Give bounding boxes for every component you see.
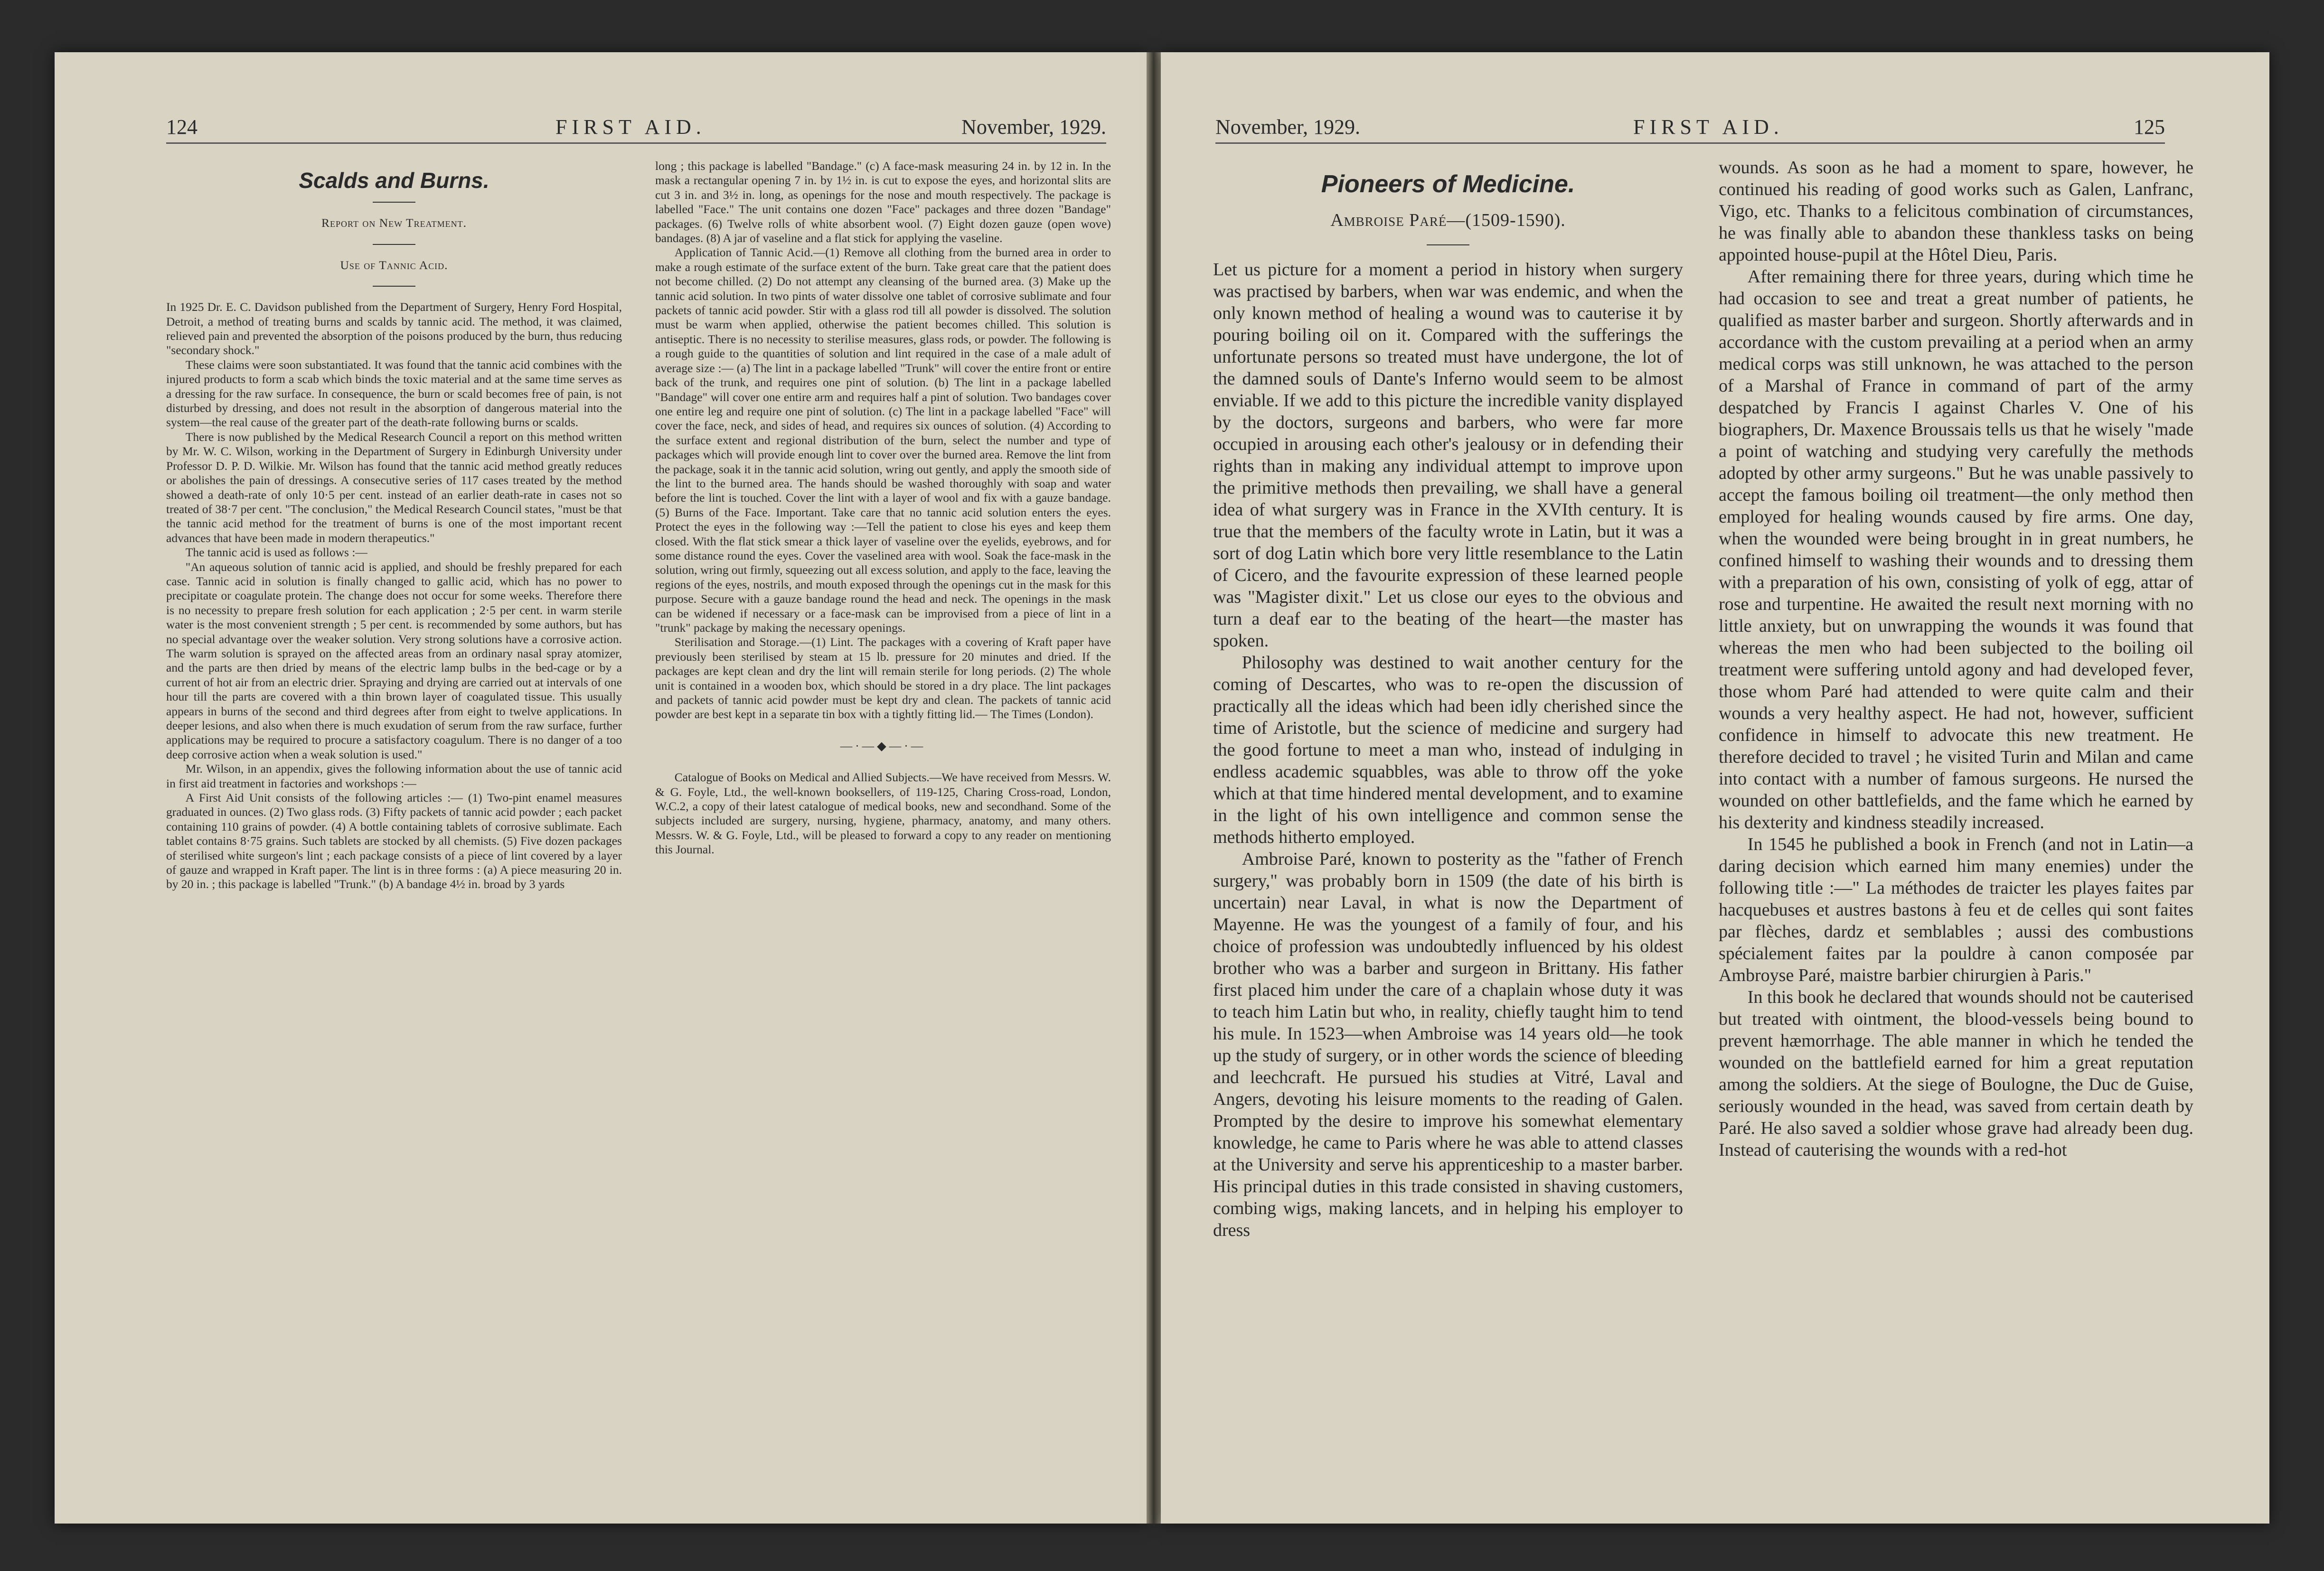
paragraph: These claims were soon substantiated. It was found that the tannic acid combines with the injured products to form a scab which binds the toxic material and at the same time serves as a dressing for the raw surface. In consequence, the burn or scald becomes free of pain, is not disturbed by dressing, and does not result in the absorption of dangerous material into the system—the real cause of the greater part of the death-rate following burns or scalds. — [166, 357, 622, 430]
issue-date: November, 1929. — [961, 115, 1106, 139]
divider — [373, 286, 415, 287]
paragraph: long ; this package is labelled "Bandage." (c) A face-mask measuring 24 in. by 12 in. In the mask a rectangular opening 7 in. by 1½ in. is cut to expose the eyes, and horizontal slits are cut 3 in. and 3½ in. long, as openings for the nose and mouth respectively. The package is labelled "Face." The unit contains one dozen "Face" packages and three dozen "Bandage" packages. (6) Twelve rolls of white absorbent wool. (7) Eight dozen gauze (open wove) bandages. (8) A jar of vaseline and a flat stick for applying the vaseline. — [655, 159, 1111, 245]
paragraph: Mr. Wilson, in an appendix, gives the following information about the use of tannic acid in first aid treatment in factories and workshops :— — [166, 762, 622, 790]
paragraph: After remaining there for three years, during which time he had occasion to see and treat a great number of patients, he qualified as master barber and surgeon. Shortly afterwards and in accordance with the custom prevailing at a period when an army medical corps was still unknown, he was attached to the person of a Marshal of France in command of part of the army despatched by Francis I against Charles V. One of his biographers, Dr. Maxence Broussais tells us that he wisely "made a point of watching and studying very carefully the methods adopted by other army surgeons." But he was unable passively to accept the famous boiling oil treatment—the only method then employed for healing wounds caused by fire arms. One day, when the wounded were being brought in in great numbers, he confined himself to washing their wounds and to dressing them with a preparation of his own, consisting of yolk of egg, attar of rose and turpentine. He awaited the result next morning with no little anxiety, but on unwrapping the wounds it was found that whereas the men who had been subjected to the boiling oil treatment were suffering untold agony and had developed fever, those whom Paré had attended to were quite calm and their wounds a very healthy aspect. He had not, however, sufficient confidence in himself to advocate this new treatment. He therefore decided to travel ; he visited Turin and Milan and came into contact with a number of famous surgeons. He nursed the wounded on other battlefields, and the fame which he earned by his dexterity and kindness steadily increased. — [1719, 267, 2193, 832]
paragraph: Catalogue of Books on Medical and Allied Subjects.—We have received from Messrs. W. & G. Foyle, Ltd., the well-known booksellers, of 119-125, Charing Cross-road, London, W.C.2, a copy of their latest catalogue of medical books, new and secondhand. Some of the subjects included are surgery, nursing, hygiene, pharmacy, anatomy, and many others. Messrs. W. & G. Foyle, Ltd., will be pleased to forward a copy to any reader on mentioning this Journal. — [655, 770, 1111, 857]
section-ornament: —·—◆—·— — [840, 739, 926, 753]
article-title: Pioneers of Medicine. — [1321, 170, 1575, 198]
journal-name: FIRST AID. — [1633, 115, 1784, 139]
article-subhead: Report on New Treatment. — [321, 216, 467, 230]
paragraph: Sterilisation and Storage.—(1) Lint. The packages with a covering of Kraft paper have previously been sterilised by steam at 15 lb. pressure for 20 minutes and dried. If the packages are kept clean and dry the lint will remain sterile for long periods. (2) The whole unit is contained in a wooden box, which should be stored in a dry place. The lint packages and packets of tannic acid powder must be kept dry and clean. The packets of tannic acid powder are best kept in a separate tin box with a tightly fitting lid.— The Times (London). — [655, 635, 1111, 721]
article-subhead: Ambroise Paré—(1509-1590). — [1330, 210, 1566, 230]
divider — [373, 244, 415, 245]
paragraph: In 1545 he published a book in French (and not in Latin—a daring decision which earned him many enemies) under the following title :—" La méthodes de traicter les playes faites par hacquebuses et austres bastons à feu et de celles qui sont faites par flèches, dardz et semblables ; aussi des combustions spécialement faites par la pouldre à canon composée par Ambroyse Paré, maistre barbier chirurgien à Paris." — [1719, 834, 2193, 985]
right-page — [1161, 52, 2269, 1524]
paragraph: A First Aid Unit consists of the following articles :— (1) Two-pint enamel measures graduated in ounces. (2) Two glass rods. (3) Fifty packets of tannic acid powder ; each packet containing 110 grains of powder. (4) A bottle containing tablets of corrosive sublimate. Each tablet contains 8·75 grains. Such tablets are stocked by all chemists. (5) Five dozen packages of sterilised white surgeon's lint ; each package consists of a piece of lint covered by a layer of gauze and wrapped in Kraft paper. The lint is in three forms : (a) A piece measuring 20 in. by 20 in. ; this package is labelled "Trunk." (b) A bandage 4½ in. broad by 3 yards — [166, 791, 622, 891]
page-number: 125 — [2134, 115, 2165, 139]
paragraph: wounds. As soon as he had a moment to spare, however, he continued his reading of good works such as Galen, Lanfranc, Vigo, etc. Thanks to a felicitous combination of circumstances, he was finally able to abandon these thankless tasks on being appointed house-pupil at the Hôtel Dieu, Paris. — [1719, 158, 2193, 265]
left-running-header — [166, 109, 1106, 144]
divider — [1427, 244, 1469, 245]
paragraph: In this book he declared that wounds should not be cauterised but treated with ointment, the blood-vessels being bound to prevent hæmorrhage. The able manner in which he tended the wounded on the battlefield earned for him a great reputation among the soldiers. At the siege of Boulogne, the Duc de Guise, seriously wounded in the head, was saved from certain death by Paré. He also saved a soldier whose grave had already been dug. Instead of cauterising the wounds with a red-hot — [1719, 987, 2193, 1160]
article-title: Scalds and Burns. — [299, 168, 489, 193]
left-column-1 — [166, 164, 622, 1495]
divider — [373, 202, 415, 203]
article-subhead: Use of Tannic Acid. — [340, 258, 448, 272]
left-column-2 — [655, 159, 1111, 1495]
paragraph: The tannic acid is used as follows :— — [185, 545, 367, 560]
page-number: 124 — [166, 115, 198, 139]
book-gutter — [1147, 52, 1161, 1524]
paragraph: There is now published by the Medical Research Council a report on this method written by Mr. W. C. Wilson, working in the Department of Surgery in Edinburgh University under Professor D. P. D. Wilkie. Mr. Wilson has found that the tannic acid method greatly reduces or abolishes the pain of dressings. A consecutive series of 117 cases treated by the method showed a death-rate of only 10·5 per cent. instead of an earlier death-rate in cases not so treated of 38·7 per cent. "The conclusion," the Medical Research Council states, "must be that the tannic acid method for the treatment of burns is one of the most important recent advances that have been made in modern therapeutics." — [166, 430, 622, 545]
paragraph: Application of Tannic Acid.—(1) Remove all clothing from the burned area in order to make a rough estimate of the surface extent of the burn. Take great care that the patient does not become chilled. (2) Do not attempt any cleansing of the burned area. (3) Make up the tannic acid solution. In two pints of water dissolve one tablet of corrosive sublimate and four packets of tannic acid powder. Stir with a glass rod till all powder is dissolved. The solution must be warm when applied, otherwise the patient becomes chilled. This solution is antiseptic. There is no necessity to sterilise measures, glass rods, or powder. The following is a rough guide to the quantities of solution and lint required in the case of a male adult of average size :— (a) The lint in a package labelled "Trunk" will cover the entire front or entire back of the trunk, and requires one pint of solution. (b) The lint in a package labelled "Bandage" will cover one entire arm and requires half a pint of solution. Two bandages cover one entire leg and require one pint of solution. (c) The lint in a package labelled "Face" will cover the face, neck, and sides of head, and requires six ounces of solution. (4) According to the surface extent and regional distribution of the burn, select the number and type of packages which will provide enough lint to cover over the burned area. Remove the lint from the package, soak it in the tannic acid solution, wring out gently, and apply the smooth side of the lint to the burned area. The hands should be washed thoroughly with soap and water before the lint is touched. Cover the lint with a layer of wool and fix with a gauze bandage. (5) Burns of the Face. Important. Take care that no tannic acid solution enters the eyes. Protect the eyes in the following way :—Tell the patient to close his eyes and keep them closed. With the flat stick smear a thick layer of vaseline over the eyelids, eyebrows, and for some distance round the eyes. Cover the vaselined area with wool. Soak the face-mask in the solution, wring out firmly, squeezing out all excess solution, and apply to the face, leaving the regions of the eyes, nostrils, and mouth exposed through the openings cut in the mask for this purpose. Secure with a gauze bandage round the head and neck. The openings in the mask can be widened if necessary or a face-mask can be improvised from a piece of lint in a "trunk" package by making the necessary openings. — [655, 245, 1111, 635]
paragraph: Ambroise Paré, known to posterity as the "father of French surgery," was probably born in 1509 (the date of his birth is uncertain) near Laval, in what is now the Department of Mayenne. He was the youngest of a family of four, and his choice of profession was undoubtedly influenced by his oldest brother who was a barber and surgeon in Brittany. His father first placed him under the care of a chaplain whose duty it was to teach him Latin but who, in reality, chiefly taught him to tend his mule. In 1523—when Ambroise was 14 years old—he took up the study of surgery, or in other words the science of bleeding and leechcraft. He pursued his studies at Vitré, Laval and Angers, devoting his leisure moments to the reading of Galen. Prompted by the desire to improve his somewhat elementary knowledge, he came to Paris where he was able to attend classes at the University and serve his apprenticeship to a master barber. His principal duties in this trade consisted in shaving customers, combing wigs, making lancets, and in helping his employer to dress — [1213, 849, 1683, 1240]
right-column-2 — [1719, 157, 2193, 1495]
left-page — [55, 52, 1147, 1524]
right-running-header — [1215, 109, 2165, 144]
paragraph: "An aqueous solution of tannic acid is applied, and should be freshly prepared for each case. Tannic acid in solution is finally changed to gallic acid, which has no power to precipitate or coagulate protein. The change does not occur for some weeks. Therefore there is no necessity to prepare fresh solution for each application ; 2·5 per cent. in warm sterile water is the most convenient strength ; 5 per cent. is recommended by some authors, but has no special advantage over the weaker solution. Very strong solutions have a corrosive action. The warm solution is sprayed on the affected areas from an ordinary nasal spray atomizer, and the parts are then dried by means of the electric lamp bulbs in the bed-cage or by a current of hot air from an electric drier. Spraying and drying are carried out at intervals of one hour till the parts are covered with a thin brown layer of coagulated tissue. This usually appears in burns of the second and third degrees after from eight to twelve applications. In deeper lesions, and also when there is much exudation of serum from the raw surface, further applications may be required to procure a satisfactory coagulum. There is no danger of a too deep corrosive action when a weak solution is used." — [166, 560, 622, 761]
paragraph: Let us picture for a moment a period in history when surgery was practised by barbers, when war was endemic, and when the only known method of healing a wound was to cauterise it by pouring boiling oil on it. Compared with the sufferings the unfortunate persons so treated must have undergone, the lot of the damned souls of Dante's Inferno would seem to be almost enviable. If we add to this picture the incredible vanity displayed by the doctors, surgeons and barbers, who were far more occupied in arousing each other's jealousy or in defending their rights than in making any individual attempt to improve upon the primitive methods then prevailing, we shall have a general idea of what surgery was in France in the XVIth century. It is true that the members of the faculty wrote in Latin, but it was a sort of dog Latin which bore very little resemblance to the Latin of Cicero, and the favourite expression of these learned people was "Magister dixit." Let us close our eyes to the obvious and turn a deaf ear to the beating of the heart—the master has spoken. — [1213, 260, 1683, 651]
right-column-1 — [1213, 164, 1683, 1495]
paragraph: Philosophy was destined to wait another century for the coming of Descartes, who was to re-open the discussion of practically all the ideas which had been idly cherished since the time of Aristotle, but the science of medicine and surgery had the good fortune to meet a man who, instead of indulging in endless academic squabbles, was able to throw off the yoke which at that time hindered mental development, and to examine in the light of his own intelligence and common sense the methods hitherto employed. — [1213, 653, 1683, 847]
paragraph: In 1925 Dr. E. C. Davidson published from the Department of Surgery, Henry Ford Hospital, Detroit, a method of treating burns and scalds by tannic acid. The method, it was claimed, relieved pain and prevented the absorption of the poisons produced by the burn, thus reducing "secondary shock." — [166, 300, 622, 357]
issue-date: November, 1929. — [1215, 115, 1360, 139]
journal-name: FIRST AID. — [555, 115, 706, 139]
